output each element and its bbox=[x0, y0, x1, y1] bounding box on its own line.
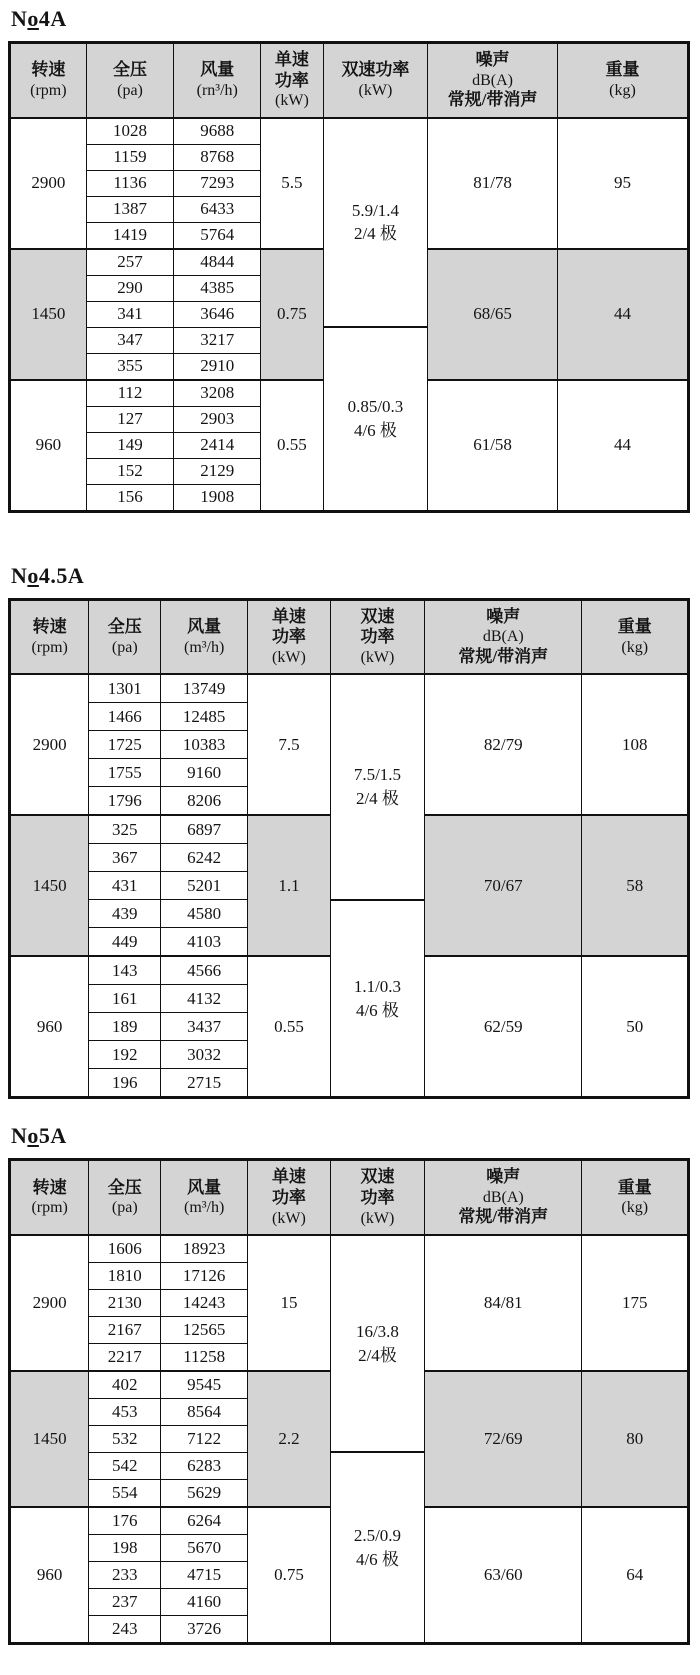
table-head bbox=[10, 1160, 689, 1235]
header-line: 双速功率 bbox=[341, 60, 410, 80]
pressure-cell: 1301 bbox=[89, 674, 161, 703]
header-line: (rn³/h) bbox=[196, 82, 238, 100]
pressure-cell: 402 bbox=[89, 1371, 161, 1399]
header-line: dB(A) bbox=[482, 1189, 524, 1207]
pressure-cell: 1419 bbox=[86, 222, 174, 249]
noise-cell: 72/69 bbox=[425, 1371, 582, 1507]
volume-cell: 8564 bbox=[161, 1398, 248, 1425]
header-line: 全压 bbox=[113, 60, 147, 80]
table-block-no5a bbox=[8, 1123, 692, 1645]
volume-cell: 6433 bbox=[174, 196, 261, 222]
volume-cell: 5201 bbox=[161, 872, 248, 900]
col-header-volume bbox=[161, 599, 248, 674]
pressure-cell: 1606 bbox=[89, 1235, 161, 1263]
col-header-weight bbox=[582, 1160, 689, 1235]
header-line: (pa) bbox=[111, 638, 138, 656]
table-row bbox=[10, 1235, 689, 1263]
pressure-cell: 198 bbox=[89, 1534, 161, 1561]
volume-cell: 6897 bbox=[161, 815, 248, 844]
header-line: (pa) bbox=[111, 1199, 138, 1217]
noise-cell: 70/67 bbox=[425, 815, 582, 956]
col-header-single-power bbox=[248, 599, 331, 674]
pressure-cell: 192 bbox=[89, 1041, 161, 1069]
dual-power-line: 2/4 极 bbox=[355, 789, 399, 809]
volume-cell: 7293 bbox=[174, 170, 261, 196]
volume-cell: 13749 bbox=[161, 674, 248, 703]
volume-cell: 3646 bbox=[174, 301, 261, 327]
volume-cell: 12565 bbox=[161, 1316, 248, 1343]
noise-cell: 61/58 bbox=[428, 380, 558, 512]
col-header-volume bbox=[161, 1160, 248, 1235]
table-block-no4a bbox=[8, 6, 692, 513]
pressure-cell: 290 bbox=[86, 275, 174, 301]
col-header-dual-power bbox=[323, 43, 428, 118]
volume-cell: 5670 bbox=[161, 1534, 248, 1561]
col-header-noise bbox=[425, 599, 582, 674]
pressure-cell: 156 bbox=[86, 484, 174, 511]
dual-power-cell bbox=[330, 1235, 424, 1453]
table-block-no4-5a bbox=[8, 563, 692, 1100]
table-title-no4-5a bbox=[11, 563, 692, 589]
dual-power-cell bbox=[330, 1452, 424, 1643]
pressure-cell: 439 bbox=[89, 900, 161, 928]
header-line: 功率 bbox=[360, 627, 395, 647]
header-line: (kW) bbox=[360, 649, 395, 667]
volume-cell: 9688 bbox=[174, 118, 261, 145]
pressure-cell: 431 bbox=[89, 872, 161, 900]
pressure-cell: 341 bbox=[86, 301, 174, 327]
volume-cell: 1908 bbox=[174, 484, 261, 511]
volume-cell: 4103 bbox=[161, 928, 248, 957]
weight-cell: 44 bbox=[557, 380, 688, 512]
dual-power-cell bbox=[330, 674, 424, 900]
pressure-cell: 1159 bbox=[86, 144, 174, 170]
title-prefix: N bbox=[11, 562, 28, 588]
header-line: 转速 bbox=[31, 60, 66, 80]
volume-cell: 8206 bbox=[161, 787, 248, 816]
volume-cell: 4132 bbox=[161, 985, 248, 1013]
pressure-cell: 2217 bbox=[89, 1343, 161, 1371]
volume-cell: 4580 bbox=[161, 900, 248, 928]
header-line: (m³/h) bbox=[183, 1199, 225, 1217]
pressure-cell: 1466 bbox=[89, 703, 161, 731]
header-line: 单速 bbox=[271, 606, 306, 626]
table-row bbox=[10, 118, 689, 145]
col-header-single-power bbox=[248, 1160, 331, 1235]
dual-power-line: 5.9/1.4 bbox=[351, 200, 400, 220]
rpm-cell: 1450 bbox=[10, 815, 89, 956]
pressure-cell: 325 bbox=[89, 815, 161, 844]
volume-cell: 3437 bbox=[161, 1013, 248, 1041]
pressure-cell: 453 bbox=[89, 1398, 161, 1425]
header-line: 功率 bbox=[271, 1188, 306, 1208]
pressure-cell: 233 bbox=[89, 1561, 161, 1588]
header-line: 重量 bbox=[617, 1177, 652, 1197]
dual-power-cell bbox=[323, 118, 428, 328]
volume-cell: 3032 bbox=[161, 1041, 248, 1069]
pressure-cell: 149 bbox=[86, 432, 174, 458]
volume-cell: 2903 bbox=[174, 406, 261, 432]
rpm-cell: 2900 bbox=[10, 1235, 89, 1371]
col-header-volume bbox=[174, 43, 261, 118]
single-power-cell: 0.55 bbox=[261, 380, 323, 512]
table-row bbox=[10, 674, 689, 703]
pressure-cell: 1028 bbox=[86, 118, 174, 145]
col-header-rpm bbox=[10, 1160, 89, 1235]
header-line: 单速 bbox=[271, 1167, 306, 1187]
header-line: 单速 bbox=[274, 50, 309, 69]
volume-cell: 2910 bbox=[174, 353, 261, 380]
volume-cell: 12485 bbox=[161, 703, 248, 731]
table-head bbox=[10, 43, 689, 118]
pressure-cell: 2167 bbox=[89, 1316, 161, 1343]
col-header-pressure bbox=[86, 43, 174, 118]
rpm-cell: 2900 bbox=[10, 674, 89, 815]
volume-cell: 4715 bbox=[161, 1561, 248, 1588]
header-line: 全压 bbox=[107, 617, 142, 637]
weight-cell: 95 bbox=[557, 118, 688, 249]
header-line: (pa) bbox=[117, 82, 143, 100]
col-header-single-power bbox=[261, 43, 323, 118]
rpm-cell: 1450 bbox=[10, 1371, 89, 1507]
noise-cell: 68/65 bbox=[428, 249, 558, 380]
volume-cell: 5764 bbox=[174, 222, 261, 249]
tables-container bbox=[8, 6, 692, 1645]
pressure-cell: 243 bbox=[89, 1615, 161, 1643]
header-line: (kW) bbox=[358, 82, 393, 100]
volume-cell: 7122 bbox=[161, 1425, 248, 1452]
header-line: 重量 bbox=[605, 60, 640, 80]
dual-power-line: 2/4极 bbox=[358, 1345, 397, 1365]
title-prefix: N bbox=[11, 6, 28, 31]
title-prefix: N bbox=[11, 1123, 28, 1149]
pressure-cell: 554 bbox=[89, 1479, 161, 1507]
header-line: (kg) bbox=[621, 1199, 649, 1217]
pressure-cell: 532 bbox=[89, 1425, 161, 1452]
volume-cell: 4844 bbox=[174, 249, 261, 276]
header-line: (kW) bbox=[272, 649, 306, 667]
title-underlined: o bbox=[27, 1123, 39, 1149]
header-row bbox=[10, 1160, 689, 1235]
header-line: 常规/带消声 bbox=[458, 646, 549, 666]
pressure-cell: 176 bbox=[89, 1507, 161, 1535]
dual-power-line: 16/3.8 bbox=[355, 1321, 399, 1341]
volume-cell: 4160 bbox=[161, 1588, 248, 1615]
col-header-noise bbox=[425, 1160, 582, 1235]
volume-cell: 10383 bbox=[161, 731, 248, 759]
header-line: 功率 bbox=[360, 1188, 395, 1208]
dual-power-line: 1.1/0.3 bbox=[353, 976, 402, 996]
single-power-cell: 5.5 bbox=[261, 118, 323, 249]
header-line: 常规/带消声 bbox=[458, 1207, 549, 1227]
header-line: 功率 bbox=[274, 70, 309, 90]
noise-cell: 62/59 bbox=[425, 956, 582, 1098]
weight-cell: 50 bbox=[582, 956, 689, 1098]
pressure-cell: 2130 bbox=[89, 1289, 161, 1316]
volume-cell: 17126 bbox=[161, 1262, 248, 1289]
pressure-cell: 152 bbox=[86, 458, 174, 484]
pressure-cell: 237 bbox=[89, 1588, 161, 1615]
header-line: 风量 bbox=[200, 60, 235, 80]
pressure-cell: 161 bbox=[89, 985, 161, 1013]
volume-cell: 2414 bbox=[174, 432, 261, 458]
weight-cell: 80 bbox=[582, 1371, 689, 1507]
single-power-cell: 2.2 bbox=[248, 1371, 331, 1507]
rpm-cell: 960 bbox=[10, 956, 89, 1098]
header-line: 双速 bbox=[360, 606, 395, 626]
title-suffix: 4A bbox=[38, 6, 67, 31]
pressure-cell: 257 bbox=[86, 249, 174, 276]
pressure-cell: 1810 bbox=[89, 1262, 161, 1289]
noise-cell: 63/60 bbox=[425, 1507, 582, 1644]
title-underlined: o bbox=[27, 562, 39, 588]
header-line: dB(A) bbox=[482, 628, 524, 646]
header-row bbox=[10, 599, 689, 674]
header-line: 噪声 bbox=[486, 606, 521, 626]
col-header-rpm bbox=[10, 43, 87, 118]
header-line: 风量 bbox=[187, 1177, 222, 1197]
dual-power-line: 2.5/0.9 bbox=[353, 1525, 402, 1545]
single-power-cell: 7.5 bbox=[248, 674, 331, 815]
title-underlined: o bbox=[27, 6, 39, 31]
header-line: (kW) bbox=[272, 1209, 306, 1227]
noise-cell: 82/79 bbox=[425, 674, 582, 815]
header-line: (rpm) bbox=[30, 82, 67, 100]
weight-cell: 108 bbox=[582, 674, 689, 815]
rpm-cell: 1450 bbox=[10, 249, 87, 380]
volume-cell: 2129 bbox=[174, 458, 261, 484]
table-body bbox=[10, 1235, 689, 1644]
table-body bbox=[10, 118, 689, 512]
single-power-cell: 0.75 bbox=[261, 249, 323, 380]
volume-cell: 6283 bbox=[161, 1452, 248, 1479]
header-line: (kg) bbox=[621, 638, 649, 656]
col-header-dual-power bbox=[330, 1160, 424, 1235]
volume-cell: 3208 bbox=[174, 380, 261, 407]
pressure-cell: 127 bbox=[86, 406, 174, 432]
weight-cell: 64 bbox=[582, 1507, 689, 1644]
header-line: 风量 bbox=[187, 617, 222, 637]
dual-power-cell bbox=[323, 327, 428, 511]
pressure-cell: 189 bbox=[89, 1013, 161, 1041]
volume-cell: 9160 bbox=[161, 759, 248, 787]
dual-power-line: 4/6 极 bbox=[355, 1000, 399, 1020]
weight-cell: 44 bbox=[557, 249, 688, 380]
spec-table-no5a bbox=[8, 1158, 690, 1645]
col-header-pressure bbox=[89, 1160, 161, 1235]
pressure-cell: 347 bbox=[86, 327, 174, 353]
pressure-cell: 1755 bbox=[89, 759, 161, 787]
header-line: 常规/带消声 bbox=[447, 89, 538, 109]
single-power-cell: 0.55 bbox=[248, 956, 331, 1098]
pressure-cell: 1725 bbox=[89, 731, 161, 759]
header-line: (m³/h) bbox=[183, 638, 225, 656]
dual-power-line: 4/6 极 bbox=[353, 420, 397, 440]
header-line: 全压 bbox=[107, 1177, 142, 1197]
volume-cell: 5629 bbox=[161, 1479, 248, 1507]
weight-cell: 175 bbox=[582, 1235, 689, 1371]
header-line: (rpm) bbox=[31, 1199, 68, 1217]
header-row bbox=[10, 43, 689, 118]
volume-cell: 3726 bbox=[161, 1615, 248, 1643]
header-line: (rpm) bbox=[31, 638, 68, 656]
header-line: dB(A) bbox=[472, 71, 513, 89]
col-header-dual-power bbox=[330, 599, 424, 674]
header-line: 转速 bbox=[32, 617, 67, 637]
dual-power-cell bbox=[330, 900, 424, 1098]
volume-cell: 9545 bbox=[161, 1371, 248, 1399]
table-title-no4a bbox=[11, 6, 692, 32]
header-line: 重量 bbox=[617, 617, 652, 637]
pressure-cell: 1796 bbox=[89, 787, 161, 816]
header-line: (kg) bbox=[609, 82, 636, 100]
header-line: 噪声 bbox=[486, 1167, 521, 1187]
rpm-cell: 960 bbox=[10, 1507, 89, 1644]
single-power-cell: 15 bbox=[248, 1235, 331, 1371]
volume-cell: 4385 bbox=[174, 275, 261, 301]
weight-cell: 58 bbox=[582, 815, 689, 956]
noise-cell: 81/78 bbox=[428, 118, 558, 249]
volume-cell: 18923 bbox=[161, 1235, 248, 1263]
header-line: 转速 bbox=[32, 1177, 67, 1197]
rpm-cell: 2900 bbox=[10, 118, 87, 249]
pressure-cell: 355 bbox=[86, 353, 174, 380]
col-header-pressure bbox=[89, 599, 161, 674]
title-suffix: 5A bbox=[38, 1123, 67, 1149]
table-head bbox=[10, 599, 689, 674]
pressure-cell: 112 bbox=[86, 380, 174, 407]
pressure-cell: 1136 bbox=[86, 170, 174, 196]
dual-power-line: 2/4 极 bbox=[353, 224, 397, 244]
dual-power-line: 4/6 极 bbox=[355, 1549, 399, 1569]
noise-cell: 84/81 bbox=[425, 1235, 582, 1371]
dual-power-line: 0.85/0.3 bbox=[347, 397, 404, 417]
pressure-cell: 143 bbox=[89, 956, 161, 985]
volume-cell: 6242 bbox=[161, 844, 248, 872]
spec-table-no4-5a bbox=[8, 598, 690, 1100]
rpm-cell: 960 bbox=[10, 380, 87, 512]
header-line: 双速 bbox=[360, 1167, 395, 1187]
pressure-cell: 367 bbox=[89, 844, 161, 872]
volume-cell: 14243 bbox=[161, 1289, 248, 1316]
table-body bbox=[10, 674, 689, 1098]
volume-cell: 11258 bbox=[161, 1343, 248, 1371]
col-header-weight bbox=[557, 43, 688, 118]
single-power-cell: 1.1 bbox=[248, 815, 331, 956]
volume-cell: 8768 bbox=[174, 144, 261, 170]
col-header-weight bbox=[582, 599, 689, 674]
single-power-cell: 0.75 bbox=[248, 1507, 331, 1644]
volume-cell: 6264 bbox=[161, 1507, 248, 1535]
volume-cell: 2715 bbox=[161, 1069, 248, 1098]
pressure-cell: 542 bbox=[89, 1452, 161, 1479]
table-title-no5a bbox=[11, 1123, 692, 1149]
header-line: 功率 bbox=[271, 627, 306, 647]
volume-cell: 3217 bbox=[174, 327, 261, 353]
pressure-cell: 196 bbox=[89, 1069, 161, 1098]
title-suffix: 4.5A bbox=[38, 562, 85, 588]
header-line: (kW) bbox=[275, 92, 309, 110]
volume-cell: 4566 bbox=[161, 956, 248, 985]
col-header-rpm bbox=[10, 599, 89, 674]
header-line: (kW) bbox=[360, 1209, 395, 1227]
col-header-noise bbox=[428, 43, 558, 118]
header-line: 噪声 bbox=[475, 50, 510, 69]
spec-table-no4a bbox=[8, 41, 690, 513]
pressure-cell: 449 bbox=[89, 928, 161, 957]
dual-power-line: 7.5/1.5 bbox=[353, 765, 402, 785]
pressure-cell: 1387 bbox=[86, 196, 174, 222]
